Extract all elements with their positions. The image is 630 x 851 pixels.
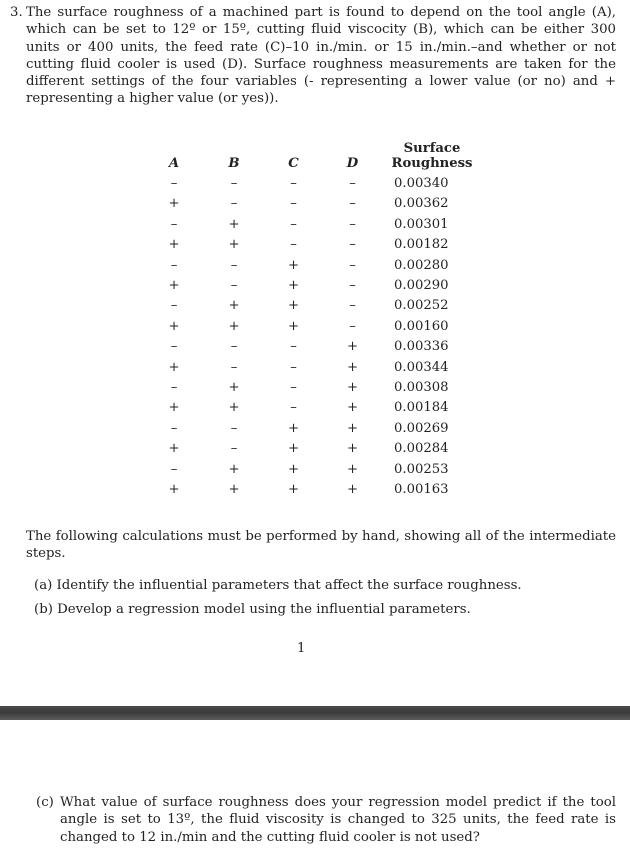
cell-d: + <box>346 420 359 436</box>
table-row <box>144 256 482 276</box>
table-row <box>144 419 482 439</box>
table-row <box>144 398 482 418</box>
cell-c: – <box>290 380 297 396</box>
part-c-text: What value of surface roughness does your regression model predict if the tool angle is set to 13º, the fluid viscosity is changed to 325 units, the feed rate is changed to 12 in./min and the cutting fluid cooler is not used? <box>60 795 616 845</box>
table-row <box>144 439 482 459</box>
table-row <box>144 317 482 337</box>
cell-c: + <box>287 298 300 314</box>
cell-b: + <box>228 482 240 498</box>
part-a <box>34 577 522 594</box>
cell-d: + <box>346 400 359 416</box>
cell-a: + <box>168 400 180 416</box>
cell-b: + <box>228 237 240 253</box>
cell-a: + <box>168 318 180 334</box>
table-row <box>144 194 482 214</box>
cell-b: – <box>230 441 238 457</box>
cell-c: + <box>287 420 300 436</box>
cell-d: – <box>349 318 356 334</box>
cell-roughness: 0.00252 <box>394 298 449 314</box>
cell-roughness: 0.00160 <box>394 318 449 334</box>
cell-roughness: 0.00336 <box>394 339 449 355</box>
table-body <box>144 174 482 501</box>
cell-a: – <box>170 176 178 191</box>
cell-roughness: 0.00362 <box>394 196 449 212</box>
problem-statement <box>10 4 616 108</box>
cell-d: + <box>346 339 359 355</box>
page-number: 1 <box>297 641 306 656</box>
cell-b: + <box>228 380 240 396</box>
cell-a: – <box>170 420 178 436</box>
cell-roughness: 0.00163 <box>394 482 449 498</box>
cell-roughness: 0.00182 <box>394 237 449 253</box>
header-a: A <box>168 156 180 171</box>
header-surface-roughness: Surface Roughness <box>391 141 473 171</box>
part-a-label: (a) <box>34 578 53 593</box>
cell-b: + <box>228 216 240 232</box>
cell-a: – <box>170 298 178 314</box>
table-row <box>144 460 482 480</box>
cell-roughness: 0.00344 <box>394 359 449 375</box>
cell-b: – <box>230 196 238 212</box>
table-row <box>144 337 482 357</box>
roughness-table <box>144 131 482 501</box>
header-c: C <box>288 156 299 171</box>
cell-roughness: 0.00301 <box>394 216 449 232</box>
part-b-text: Develop a regression model using the influential parameters. <box>57 602 471 617</box>
cell-roughness: 0.00253 <box>394 461 449 477</box>
cell-roughness: 0.00340 <box>394 176 449 191</box>
cell-b: – <box>230 359 238 375</box>
cell-d: + <box>346 441 359 457</box>
cell-c: – <box>290 237 297 253</box>
cell-c: + <box>287 278 300 294</box>
cell-c: + <box>287 461 300 477</box>
cell-d: + <box>346 482 359 498</box>
cell-a: – <box>170 461 178 477</box>
cell-b: – <box>230 257 238 273</box>
page-divider <box>0 706 630 720</box>
table-row <box>144 174 482 194</box>
table-header-row <box>144 131 482 174</box>
cell-d: – <box>349 176 356 191</box>
cell-roughness: 0.00290 <box>394 278 449 294</box>
cell-b: – <box>230 278 238 294</box>
cell-d: + <box>346 380 359 396</box>
problem-number: 3. <box>10 5 23 20</box>
table-row <box>144 215 482 235</box>
cell-b: + <box>228 400 240 416</box>
table-row <box>144 276 482 296</box>
cell-a: + <box>168 441 180 457</box>
cell-d: – <box>349 278 356 294</box>
cell-d: – <box>349 196 356 212</box>
cell-b: – <box>230 339 238 355</box>
cell-d: – <box>349 216 356 232</box>
cell-b: – <box>230 420 238 436</box>
table-row <box>144 480 482 500</box>
header-d: D <box>346 156 359 171</box>
part-c <box>36 794 616 846</box>
cell-b: – <box>230 176 238 191</box>
cell-c: – <box>290 216 297 232</box>
cell-d: + <box>346 359 359 375</box>
cell-d: – <box>349 257 356 273</box>
cell-a: – <box>170 339 178 355</box>
table-row <box>144 296 482 316</box>
cell-d: + <box>346 461 359 477</box>
cell-c: – <box>290 176 297 191</box>
cell-roughness: 0.00308 <box>394 380 449 396</box>
cell-a: + <box>168 359 180 375</box>
cell-c: + <box>287 257 300 273</box>
cell-a: + <box>168 482 180 498</box>
cell-roughness: 0.00269 <box>394 420 449 436</box>
part-a-text: Identify the influential parameters that affect the surface roughness. <box>56 578 522 593</box>
cell-b: + <box>228 461 240 477</box>
cell-d: – <box>349 298 356 314</box>
cell-roughness: 0.00284 <box>394 441 449 457</box>
cell-b: + <box>228 298 240 314</box>
cell-c: – <box>290 339 297 355</box>
table-row <box>144 235 482 255</box>
cell-roughness: 0.00184 <box>394 400 449 416</box>
cell-d: – <box>349 237 356 253</box>
problem-text: The surface roughness of a machined part is found to depend on the tool angle (A), which can be set to 12º or 15º, cutting fluid viscocity (B), which can be either 300 units or 400 units, the feed rate (C)–10 in./min. or 15 in./min.–and whether or not cutting fluid cooler is used (D). Surface roughness measurements are taken for the different settings of the four variables (- representing a lower value (or no) and + representing a higher value (or yes)). <box>26 5 616 107</box>
table-row <box>144 358 482 378</box>
instructions-text: The following calculations must be performed by hand, showing all of the intermediate steps. <box>26 529 616 562</box>
cell-c: – <box>290 196 297 212</box>
header-b: B <box>228 156 240 171</box>
cell-roughness: 0.00280 <box>394 257 449 273</box>
table-row <box>144 378 482 398</box>
cell-a: – <box>170 380 178 396</box>
cell-c: – <box>290 400 297 416</box>
part-b <box>34 601 471 618</box>
cell-c: + <box>287 318 300 334</box>
cell-a: + <box>168 278 180 294</box>
cell-c: + <box>287 441 300 457</box>
part-c-label: (c) <box>36 795 54 810</box>
cell-a: – <box>170 216 178 232</box>
cell-c: – <box>290 359 297 375</box>
cell-a: + <box>168 237 180 253</box>
cell-a: – <box>170 257 178 273</box>
cell-c: + <box>287 482 300 498</box>
cell-b: + <box>228 318 240 334</box>
part-b-label: (b) <box>34 602 53 617</box>
cell-a: + <box>168 196 180 212</box>
